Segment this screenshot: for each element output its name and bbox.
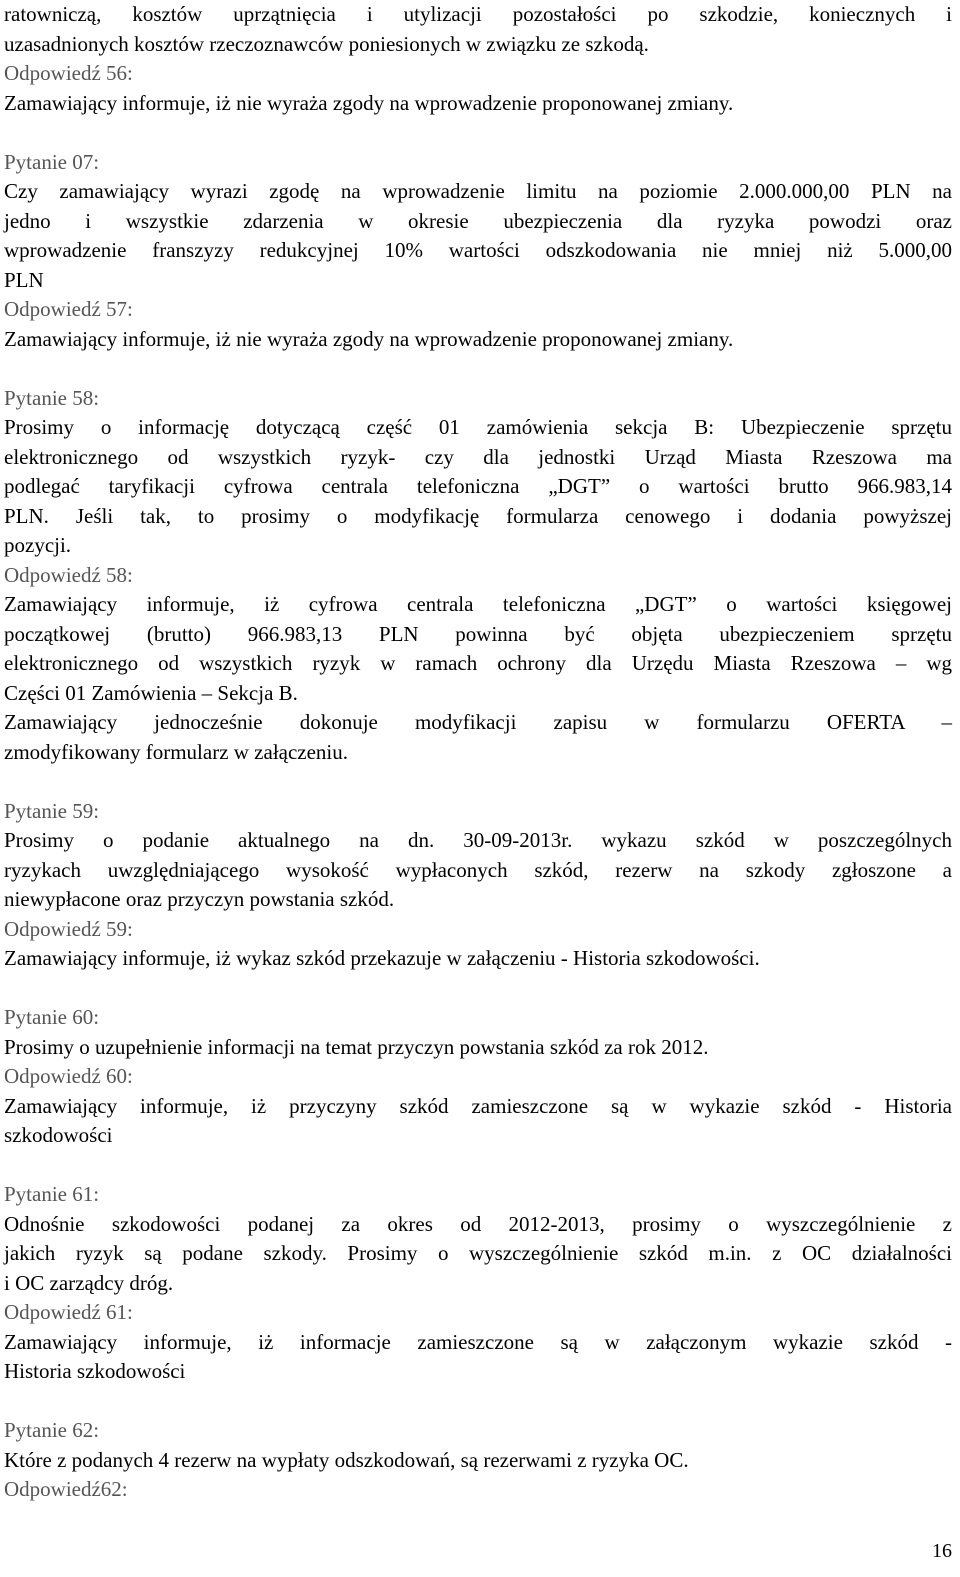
qa-block bbox=[4, 0, 952, 59]
qa-block bbox=[4, 1416, 952, 1475]
qa-block bbox=[4, 561, 952, 768]
answer-heading: Odpowiedź 59: bbox=[4, 916, 133, 941]
answer-heading: Odpowiedź62: bbox=[4, 1477, 128, 1501]
qa-block bbox=[4, 148, 952, 296]
text-line: wprowadzenie franszyzy redukcyjnej 10% wartości odszkodowania nie mniej niż 5.000,00 bbox=[4, 238, 952, 262]
paragraph-gap bbox=[4, 974, 952, 1004]
question-heading: Pytanie 07: bbox=[4, 149, 100, 174]
text-line: Prosimy o uzupełnienie informacji na temat przyczyn powstania szkód za rok 2012. bbox=[4, 1034, 709, 1059]
text-line: PLN bbox=[4, 267, 44, 292]
text-line: Zamawiający informuje, iż nie wyraża zgody na wprowadzenie proponowanej zmiany. bbox=[4, 90, 734, 115]
text-line: Prosimy o podanie aktualnego na dn. 30-09-2013r. wykazu szkód w poszczególnych bbox=[4, 828, 952, 852]
text-line: Odnośnie szkodowości podanej za okres od 2012-2013, prosimy o wyszczególnienie z bbox=[4, 1211, 952, 1236]
text-line: Które z podanych 4 rezerw na wypłaty odszkodowań, są rezerwami z ryzyka OC. bbox=[4, 1447, 689, 1472]
page-number: 16 bbox=[932, 1540, 952, 1562]
text-line: jakich ryzyk są podane szkody. Prosimy o wyszczególnienie szkód m.in. z OC działalności bbox=[4, 1241, 952, 1265]
text-line: i OC zarządcy dróg. bbox=[4, 1270, 174, 1295]
text-line: Zamawiający informuje, iż nie wyraża zgody na wprowadzenie proponowanej zmiany. bbox=[4, 326, 734, 351]
text-line: pozycji. bbox=[4, 533, 72, 557]
qa-block bbox=[4, 59, 952, 118]
question-heading: Pytanie 59: bbox=[4, 798, 100, 823]
paragraph-gap bbox=[4, 767, 952, 797]
qa-block bbox=[4, 384, 952, 561]
text-line: PLN. Jeśli tak, to prosimy o modyfikację formularza cenowego i dodania powyższej bbox=[4, 503, 952, 528]
text-line: Historia szkodowości bbox=[4, 1359, 186, 1383]
text-line: Zamawiający informuje, iż cyfrowa centrala telefoniczna „DGT” o wartości księgowej bbox=[4, 592, 952, 616]
text-line: Zamawiający jednocześnie dokonuje modyfikacji zapisu w formularzu OFERTA – bbox=[4, 710, 952, 734]
text-line: jedno i wszystkie zdarzenia w okresie ubezpieczenia dla ryzyka powodzi oraz bbox=[4, 208, 952, 233]
text-line: ryzykach uwzględniającego wysokość wypłaconych szkód, rezerw na szkody zgłoszone a bbox=[4, 857, 952, 882]
text-line: ratowniczą, kosztów uprzątnięcia i utylizacji pozostałości po szkodzie, koniecznych i bbox=[4, 2, 952, 26]
answer-heading: Odpowiedź 58: bbox=[4, 562, 133, 587]
text-line: zmodyfikowany formularz w załączeniu. bbox=[4, 739, 349, 764]
document-page bbox=[4, 0, 952, 1505]
text-line: Zamawiający informuje, iż informacje zamieszczone są w załączonym wykazie szkód - bbox=[4, 1329, 952, 1354]
paragraph-gap bbox=[4, 1151, 952, 1181]
text-line: Zamawiający informuje, iż wykaz szkód przekazuje w załączeniu - Historia szkodowości. bbox=[4, 946, 760, 970]
answer-heading: Odpowiedź 60: bbox=[4, 1064, 133, 1088]
text-line: Prosimy o informację dotyczącą część 01 zamówienia sekcja B: Ubezpieczenie sprzętu bbox=[4, 415, 952, 439]
question-heading: Pytanie 62: bbox=[4, 1418, 100, 1442]
text-line: Czy zamawiający wyrazi zgodę na wprowadzenie limitu na poziomie 2.000.000,00 PLN na bbox=[4, 179, 952, 203]
text-line: elektronicznego od wszystkich ryzyk w ramach ochrony dla Urzędu Miasta Rzeszowa – wg bbox=[4, 651, 952, 675]
question-heading: Pytanie 58: bbox=[4, 385, 100, 410]
paragraph-gap bbox=[4, 354, 952, 384]
text-line: niewypłacone oraz przyczyn powstania szkód. bbox=[4, 887, 395, 911]
text-line: Części 01 Zamówienia – Sekcja B. bbox=[4, 680, 298, 705]
qa-block bbox=[4, 1180, 952, 1298]
qa-block bbox=[4, 295, 952, 354]
question-heading: Pytanie 60: bbox=[4, 1005, 100, 1029]
question-heading: Pytanie 61: bbox=[4, 1182, 100, 1206]
qa-block bbox=[4, 915, 952, 974]
answer-heading: Odpowiedź 56: bbox=[4, 61, 133, 85]
text-line: podlegać taryfikacji cyfrowa centrala telefoniczna „DGT” o wartości brutto 966.983,14 bbox=[4, 474, 952, 498]
text-line: szkodowości bbox=[4, 1123, 113, 1147]
qa-block bbox=[4, 1003, 952, 1062]
answer-heading: Odpowiedź 61: bbox=[4, 1300, 133, 1324]
qa-block bbox=[4, 1298, 952, 1387]
text-line: Zamawiający informuje, iż przyczyny szkód zamieszczone są w wykazie szkód - Historia bbox=[4, 1093, 952, 1118]
text-line: elektronicznego od wszystkich ryzyk- czy dla jednostki Urząd Miasta Rzeszowa ma bbox=[4, 444, 952, 469]
text-line: uzasadnionych kosztów rzeczoznawców poniesionych w związku ze szkodą. bbox=[4, 31, 649, 56]
paragraph-gap bbox=[4, 118, 952, 148]
qa-block bbox=[4, 1062, 952, 1151]
qa-block bbox=[4, 797, 952, 915]
text-line: początkowej (brutto) 966.983,13 PLN powinna być objęta ubezpieczeniem sprzętu bbox=[4, 621, 952, 646]
paragraph-gap bbox=[4, 1387, 952, 1417]
qa-block bbox=[4, 1475, 952, 1505]
answer-heading: Odpowiedź 57: bbox=[4, 297, 133, 321]
